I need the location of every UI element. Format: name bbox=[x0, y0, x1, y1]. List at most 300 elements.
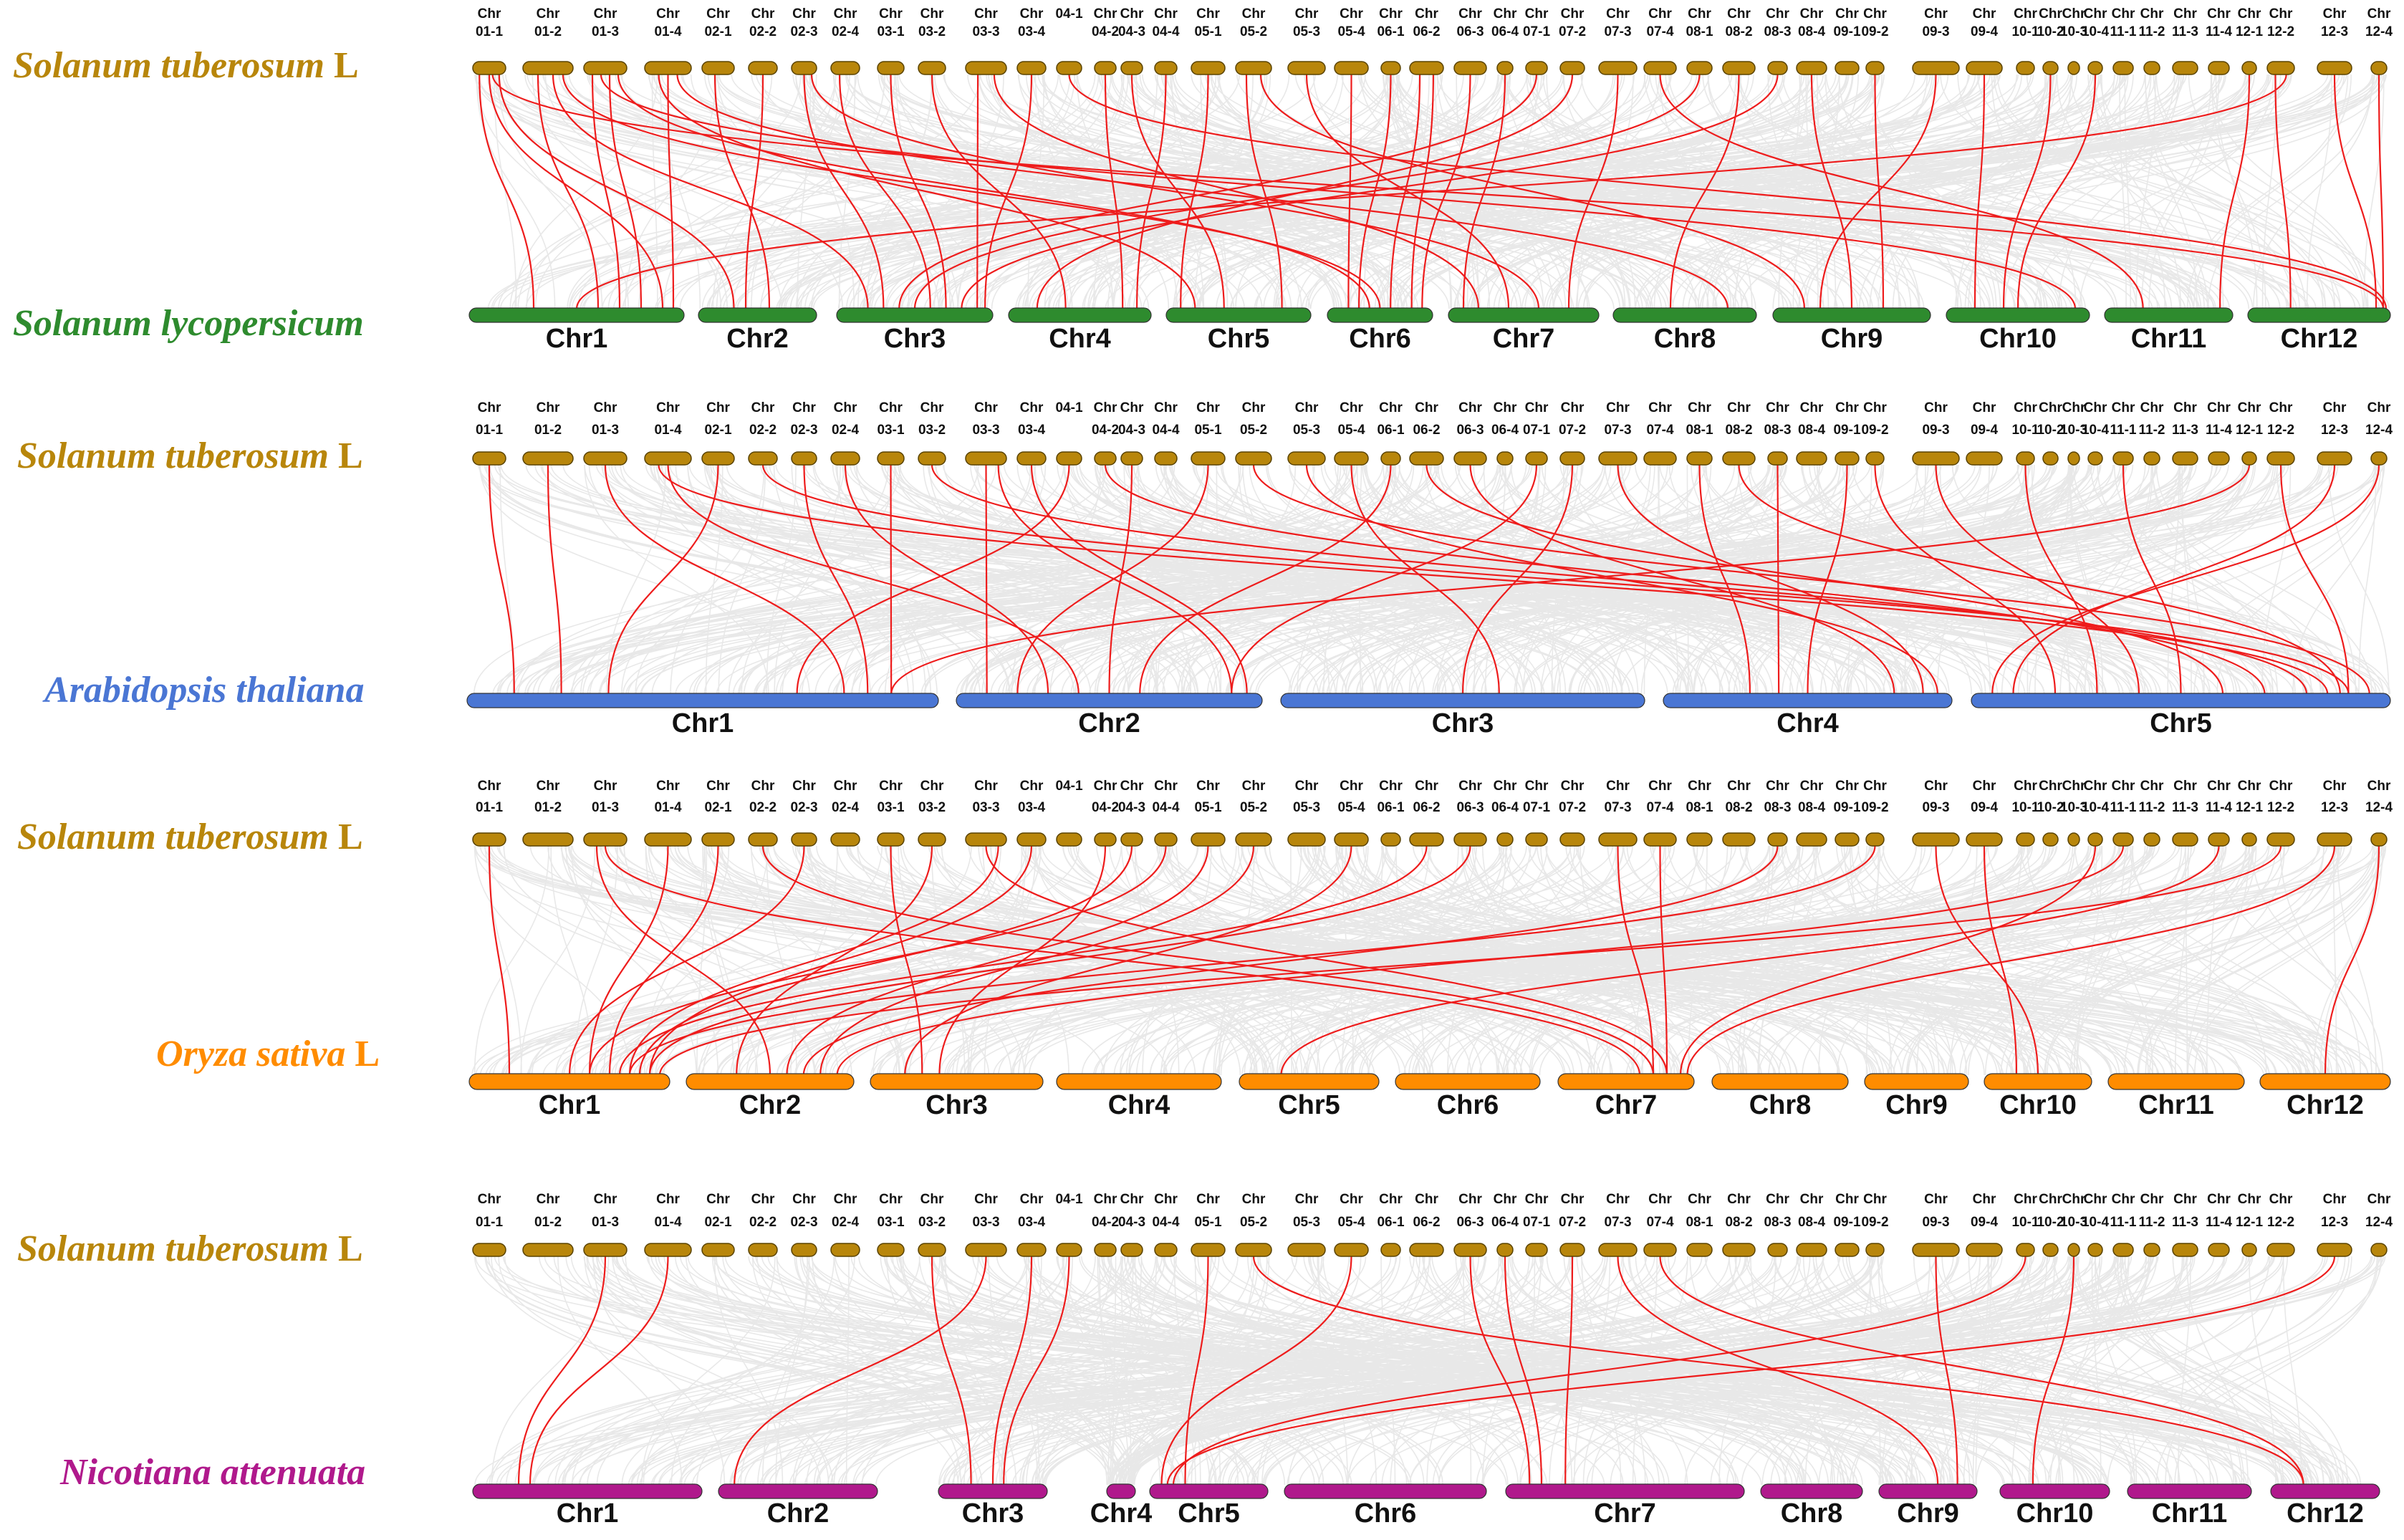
query-chromosome-label: Chr bbox=[2173, 400, 2197, 415]
query-chromosome-label: Chr bbox=[2367, 779, 2391, 794]
query-chromosome-label: Chr bbox=[1019, 779, 1044, 794]
query-chromosome bbox=[2173, 1243, 2198, 1256]
query-chromosome bbox=[1966, 1243, 2002, 1256]
query-chromosome-label: Chr bbox=[593, 779, 617, 794]
query-chromosome-label: 12-1 bbox=[2235, 1215, 2264, 1230]
query-chromosome-label: Chr bbox=[2367, 6, 2391, 21]
query-chromosome-label: Chr bbox=[2269, 6, 2293, 21]
target-chromosome-label: Chr9 bbox=[1885, 1090, 1948, 1120]
query-chromosome-label: Chr bbox=[1835, 1192, 1859, 1207]
query-chromosome-label: 09-4 bbox=[1970, 800, 1999, 815]
query-chromosome-label: 10-2 bbox=[2037, 423, 2064, 438]
query-chromosome-label: Chr bbox=[1294, 779, 1319, 794]
target-chromosome bbox=[837, 308, 993, 322]
target-chromosome-label: Chr8 bbox=[1653, 324, 1716, 354]
query-chromosome-label: Chr bbox=[2207, 400, 2231, 415]
query-chromosome-label: Chr bbox=[1524, 6, 1549, 21]
query-chromosome-label: Chr bbox=[1458, 6, 1482, 21]
target-chromosome-label: Chr1 bbox=[538, 1090, 601, 1120]
query-chromosome-label: Chr bbox=[2039, 400, 2062, 415]
query-chromosome-label: Chr bbox=[1766, 6, 1789, 21]
query-chromosome bbox=[1497, 1243, 1513, 1256]
query-chromosome-label: 05-1 bbox=[1194, 1215, 1222, 1230]
query-chromosome bbox=[1236, 1243, 1271, 1256]
query-chromosome-label: Chr bbox=[2083, 6, 2107, 21]
panel-rice bbox=[17, 779, 2393, 1120]
query-chromosome-label: 11-4 bbox=[2206, 800, 2232, 815]
query-chromosome-label: Chr bbox=[879, 779, 903, 794]
query-chromosome-label: Chr bbox=[2111, 1192, 2135, 1207]
target-chromosomes bbox=[467, 693, 2390, 738]
query-chromosome-label: 10-3 bbox=[2059, 24, 2088, 39]
query-chromosome bbox=[792, 1243, 817, 1256]
query-chromosome-label: 12-3 bbox=[2320, 423, 2349, 438]
query-chromosome bbox=[2208, 452, 2229, 465]
query-chromosome bbox=[1057, 452, 1082, 465]
query-chromosome-label: 06-4 bbox=[1491, 1215, 1519, 1230]
target-chromosome bbox=[1327, 308, 1433, 322]
query-chromosome bbox=[584, 452, 627, 465]
query-chromosome-label: 10-3 bbox=[2059, 1215, 2088, 1230]
target-chromosome bbox=[469, 1074, 670, 1089]
query-chromosome-label: 02-2 bbox=[749, 1215, 777, 1230]
query-chromosome bbox=[831, 452, 860, 465]
query-chromosome-label: Chr bbox=[974, 6, 998, 21]
query-chromosome bbox=[1913, 1243, 1959, 1256]
query-chromosome-label: 06-2 bbox=[1413, 423, 1441, 438]
target-chromosome bbox=[1057, 1074, 1221, 1089]
query-chromosome-label: Chr bbox=[1154, 6, 1178, 21]
query-chromosome bbox=[1526, 452, 1547, 465]
target-chromosome bbox=[1506, 1484, 1744, 1498]
query-chromosome bbox=[702, 833, 734, 846]
query-chromosome-label: 11-4 bbox=[2206, 423, 2232, 438]
query-chromosome-label: Chr bbox=[974, 779, 998, 794]
query-chromosome-label: 07-2 bbox=[1558, 24, 1587, 39]
query-chromosome-label: Chr bbox=[751, 779, 775, 794]
query-chromosome bbox=[2242, 452, 2256, 465]
query-chromosome bbox=[584, 833, 627, 846]
target-chromosome bbox=[2248, 308, 2390, 322]
query-chromosome-label: 10-2 bbox=[2037, 800, 2064, 815]
query-chromosome-label: 12-1 bbox=[2235, 800, 2264, 815]
query-chromosome-label: 05-2 bbox=[1239, 1215, 1268, 1230]
query-chromosome-label: Chr bbox=[1688, 6, 1711, 21]
query-chromosome bbox=[878, 452, 904, 465]
query-chromosome bbox=[1526, 1243, 1547, 1256]
target-chromosome-label: Chr4 bbox=[1107, 1090, 1170, 1120]
query-chromosome-label: Chr bbox=[1835, 400, 1859, 415]
query-chromosome-label: 03-2 bbox=[918, 800, 946, 815]
query-chromosome-label: 12-2 bbox=[2266, 1215, 2295, 1230]
query-chromosome-label: Chr bbox=[1340, 6, 1363, 21]
query-chromosome-label: Chr bbox=[1415, 779, 1438, 794]
query-chromosome-label: 05-2 bbox=[1239, 24, 1268, 39]
query-chromosome bbox=[918, 62, 946, 74]
query-chromosome bbox=[1797, 833, 1827, 846]
target-chromosome-label: Chr6 bbox=[1436, 1090, 1499, 1120]
query-chromosome-label: 02-1 bbox=[704, 800, 732, 815]
target-chromosome-label: Chr3 bbox=[925, 1090, 988, 1120]
query-chromosome bbox=[1866, 833, 1884, 846]
query-chromosome-label: 05-4 bbox=[1337, 1215, 1365, 1230]
query-chromosome-label: 01-1 bbox=[475, 1215, 504, 1230]
query-chromosome bbox=[1454, 833, 1486, 846]
query-chromosome-label: 07-1 bbox=[1522, 800, 1551, 815]
query-chromosome bbox=[2242, 62, 2256, 74]
query-chromosome-label: Chr bbox=[2207, 1192, 2231, 1207]
target-chromosome bbox=[718, 1484, 878, 1498]
background-links bbox=[475, 1256, 2385, 1485]
query-chromosome-label: 03-2 bbox=[918, 24, 946, 39]
query-chromosome-label: 11-3 bbox=[2172, 24, 2198, 39]
query-chromosome-label: Chr bbox=[2207, 6, 2231, 21]
query-chromosome bbox=[2267, 452, 2294, 465]
query-chromosome bbox=[1410, 833, 1443, 846]
query-chromosome-label: 04-1 bbox=[1055, 6, 1083, 21]
query-chromosome-label: Chr bbox=[792, 779, 816, 794]
query-chromosome bbox=[2113, 452, 2133, 465]
query-chromosome-label: Chr bbox=[1154, 779, 1178, 794]
target-chromosome-label: Chr3 bbox=[961, 1498, 1024, 1529]
query-chromosome-label: Chr bbox=[2269, 400, 2293, 415]
query-chromosome-label: 02-3 bbox=[790, 800, 818, 815]
query-chromosome bbox=[2016, 1243, 2034, 1256]
query-chromosome-label: Chr bbox=[1019, 6, 1044, 21]
target-chromosome bbox=[1946, 308, 2090, 322]
query-chromosome bbox=[1768, 833, 1787, 846]
query-chromosome bbox=[749, 62, 777, 74]
query-chromosome-label: 03-4 bbox=[1017, 800, 1046, 815]
query-chromosome bbox=[792, 62, 817, 74]
query-chromosome-label: 10-4 bbox=[2081, 423, 2110, 438]
target-chromosome bbox=[1712, 1074, 1848, 1089]
query-chromosome bbox=[1095, 452, 1116, 465]
query-chromosome-label: Chr bbox=[2140, 6, 2164, 21]
query-chromosome-label: 05-3 bbox=[1292, 1215, 1321, 1230]
query-chromosome-label: Chr bbox=[792, 400, 816, 415]
query-chromosome-label: Chr bbox=[1093, 779, 1117, 794]
query-chromosome-label: 04-4 bbox=[1152, 800, 1180, 815]
query-chromosome-label: Chr bbox=[1972, 400, 1996, 415]
query-chromosome-label: 02-2 bbox=[749, 800, 777, 815]
query-chromosome-label: 04-4 bbox=[1152, 1215, 1180, 1230]
target-chromosome-label: Chr7 bbox=[1594, 1498, 1656, 1529]
query-chromosome bbox=[918, 452, 946, 465]
query-chromosome-label: 10-1 bbox=[2011, 423, 2039, 438]
query-chromosome-label: 07-4 bbox=[1646, 24, 1674, 39]
query-chromosome-label: 01-2 bbox=[534, 1215, 562, 1230]
query-chromosome-label: 10-3 bbox=[2059, 423, 2088, 438]
syntenic-link bbox=[986, 465, 987, 694]
query-chromosome bbox=[1155, 833, 1177, 846]
query-chromosome bbox=[749, 1243, 777, 1256]
target-chromosome bbox=[1865, 1074, 1968, 1089]
target-chromosome-label: Chr4 bbox=[1049, 324, 1111, 354]
query-chromosome-label: Chr bbox=[2062, 6, 2086, 21]
query-chromosome-label: Chr bbox=[656, 400, 680, 415]
target-chromosome bbox=[1773, 308, 1931, 322]
query-chromosome-label: 06-1 bbox=[1377, 24, 1405, 39]
query-chromosomes bbox=[473, 1192, 2393, 1256]
query-chromosome bbox=[523, 1243, 573, 1256]
query-chromosome bbox=[473, 833, 506, 846]
query-species-name: Solanum tuberosum L bbox=[13, 45, 359, 86]
query-chromosome-label: Chr bbox=[920, 779, 944, 794]
query-chromosome-label: 10-2 bbox=[2037, 24, 2064, 39]
query-chromosome-label: Chr bbox=[1120, 6, 1144, 21]
query-chromosome-label: Chr bbox=[2140, 400, 2164, 415]
query-chromosome bbox=[1155, 452, 1177, 465]
query-chromosome bbox=[792, 452, 817, 465]
query-chromosome-label: Chr bbox=[879, 400, 903, 415]
query-chromosome-label: Chr bbox=[1924, 6, 1948, 21]
query-chromosome-label: Chr bbox=[2237, 1192, 2261, 1207]
query-chromosome-label: Chr bbox=[920, 6, 944, 21]
query-chromosome bbox=[749, 833, 777, 846]
query-chromosome-label: Chr bbox=[656, 779, 680, 794]
target-chromosome bbox=[469, 308, 684, 322]
query-chromosome-label: 01-3 bbox=[591, 423, 620, 438]
query-chromosome-label: Chr bbox=[2173, 6, 2197, 21]
query-chromosome-label: 06-4 bbox=[1491, 24, 1519, 39]
query-chromosome bbox=[584, 1243, 627, 1256]
query-chromosome bbox=[2068, 62, 2080, 74]
query-chromosome bbox=[1723, 1243, 1755, 1256]
query-chromosomes bbox=[473, 6, 2393, 74]
query-chromosome-label: Chr bbox=[1093, 6, 1117, 21]
query-chromosome-label: Chr bbox=[1294, 1192, 1319, 1207]
query-chromosome-label: 10-4 bbox=[2081, 800, 2110, 815]
target-species-name: Arabidopsis thaliana bbox=[44, 670, 365, 711]
query-chromosome bbox=[966, 1243, 1006, 1256]
query-chromosome-label: 01-4 bbox=[654, 24, 682, 39]
query-chromosome bbox=[1236, 452, 1271, 465]
query-chromosome bbox=[1454, 1243, 1486, 1256]
query-chromosome-label: 04-3 bbox=[1117, 800, 1146, 815]
query-chromosome-label: 01-3 bbox=[591, 1215, 620, 1230]
query-chromosome-label: Chr bbox=[974, 1192, 998, 1207]
query-chromosome-label: 02-2 bbox=[749, 24, 777, 39]
query-chromosome-label: Chr bbox=[1458, 779, 1482, 794]
query-chromosome bbox=[1121, 1243, 1143, 1256]
query-chromosome-label: 07-1 bbox=[1522, 24, 1551, 39]
query-chromosome-label: Chr bbox=[1340, 779, 1363, 794]
query-chromosome-label: 03-4 bbox=[1017, 24, 1046, 39]
query-chromosome-label: 08-4 bbox=[1797, 24, 1826, 39]
query-chromosome-label: Chr bbox=[1606, 400, 1630, 415]
target-chromosome-label: Chr2 bbox=[739, 1090, 802, 1120]
target-species-name: Solanum lycopersicum bbox=[13, 303, 364, 344]
query-chromosome-label: Chr bbox=[706, 779, 730, 794]
query-chromosome-label: Chr bbox=[593, 6, 617, 21]
query-chromosome-label: 06-2 bbox=[1413, 1215, 1441, 1230]
query-chromosome-label: 08-4 bbox=[1797, 423, 1826, 438]
query-chromosome-label: Chr bbox=[1972, 1192, 1996, 1207]
query-chromosome-label: Chr bbox=[1560, 6, 1585, 21]
target-chromosome-label: Chr9 bbox=[1820, 324, 1883, 354]
query-chromosome-label: 11-2 bbox=[2138, 423, 2165, 438]
query-chromosome bbox=[2317, 62, 2352, 74]
query-chromosome bbox=[2016, 62, 2034, 74]
query-chromosome-label: Chr bbox=[1196, 779, 1220, 794]
query-chromosome-label: Chr bbox=[1294, 400, 1319, 415]
query-chromosome-label: Chr bbox=[751, 1192, 775, 1207]
query-chromosome-label: Chr bbox=[1415, 1192, 1438, 1207]
query-chromosome-label: 06-4 bbox=[1491, 800, 1519, 815]
query-chromosome bbox=[1454, 452, 1486, 465]
query-chromosome bbox=[2016, 452, 2034, 465]
query-chromosome-label: Chr bbox=[1766, 400, 1789, 415]
query-chromosome-label: 06-1 bbox=[1377, 1215, 1405, 1230]
query-chromosome-label: 03-1 bbox=[877, 800, 905, 815]
target-chromosome-label: Chr5 bbox=[1278, 1090, 1340, 1120]
query-chromosome-label: 12-3 bbox=[2320, 800, 2349, 815]
query-chromosome-label: 12-4 bbox=[2365, 800, 2393, 815]
query-chromosome-label: Chr bbox=[1560, 400, 1585, 415]
query-chromosome-label: Chr bbox=[1727, 6, 1751, 21]
query-chromosome-label: 04-1 bbox=[1055, 1192, 1083, 1207]
query-chromosome bbox=[2267, 833, 2294, 846]
query-chromosome-label: 08-2 bbox=[1725, 800, 1753, 815]
target-chromosome-label: Chr11 bbox=[2130, 324, 2207, 354]
query-chromosome-label: Chr bbox=[1241, 6, 1266, 21]
query-chromosome-label: 09-3 bbox=[1922, 800, 1950, 815]
query-chromosome-label: Chr bbox=[1688, 779, 1711, 794]
query-chromosome-label: Chr bbox=[1340, 1192, 1363, 1207]
query-chromosome-label: Chr bbox=[2322, 6, 2347, 21]
query-chromosome bbox=[878, 1243, 904, 1256]
query-chromosome bbox=[1017, 62, 1046, 74]
query-chromosome bbox=[1095, 62, 1116, 74]
query-chromosome-label: 11-4 bbox=[2206, 24, 2232, 39]
query-chromosome bbox=[2208, 62, 2229, 74]
target-chromosome bbox=[1395, 1074, 1540, 1089]
query-chromosome bbox=[2267, 62, 2294, 74]
target-chromosome-label: Chr4 bbox=[1776, 708, 1839, 738]
query-chromosome bbox=[1723, 452, 1755, 465]
query-chromosome-label: 09-2 bbox=[1861, 800, 1889, 815]
query-chromosome-label: 01-4 bbox=[654, 1215, 682, 1230]
query-chromosome-label: Chr bbox=[833, 1192, 857, 1207]
target-chromosome bbox=[1448, 308, 1599, 322]
query-chromosome-label: Chr bbox=[2062, 1192, 2086, 1207]
query-chromosome bbox=[1966, 62, 2002, 74]
query-chromosome bbox=[1017, 833, 1046, 846]
query-chromosome-label: Chr bbox=[1379, 400, 1403, 415]
query-chromosome bbox=[831, 833, 860, 846]
query-chromosome-label: 05-4 bbox=[1337, 800, 1365, 815]
query-chromosome-label: 06-2 bbox=[1413, 800, 1441, 815]
target-chromosome-label: Chr3 bbox=[1431, 708, 1494, 738]
query-chromosome bbox=[645, 452, 691, 465]
query-chromosome-label: 07-3 bbox=[1604, 800, 1632, 815]
query-chromosome-label: Chr bbox=[1019, 400, 1044, 415]
query-chromosome bbox=[1644, 833, 1676, 846]
query-chromosome-label: Chr bbox=[2237, 400, 2261, 415]
query-chromosome-label: Chr bbox=[1799, 400, 1824, 415]
query-chromosome bbox=[1687, 62, 1712, 74]
query-chromosome-label: Chr bbox=[1154, 400, 1178, 415]
query-chromosome-label: Chr bbox=[2014, 6, 2037, 21]
query-chromosome-label: 02-4 bbox=[831, 423, 860, 438]
query-chromosome-label: 01-3 bbox=[591, 800, 620, 815]
query-chromosome-label: 02-3 bbox=[790, 1215, 818, 1230]
query-chromosome bbox=[1191, 1243, 1225, 1256]
query-chromosome bbox=[1913, 833, 1959, 846]
query-chromosome-label: Chr bbox=[1924, 779, 1948, 794]
query-chromosome bbox=[523, 452, 573, 465]
query-chromosome bbox=[1723, 62, 1755, 74]
query-chromosome bbox=[1560, 833, 1585, 846]
target-chromosome-label: Chr11 bbox=[2151, 1498, 2228, 1529]
query-chromosome-label: 11-4 bbox=[2206, 1215, 2232, 1230]
query-chromosome-label: 12-2 bbox=[2266, 800, 2295, 815]
query-chromosome bbox=[1121, 452, 1143, 465]
query-chromosome-label: 05-3 bbox=[1292, 423, 1321, 438]
query-chromosome bbox=[2043, 452, 2058, 465]
query-chromosome-label: Chr bbox=[2207, 779, 2231, 794]
query-chromosome-label: Chr bbox=[1727, 400, 1751, 415]
query-chromosome-label: 10-2 bbox=[2037, 1215, 2064, 1230]
query-chromosome bbox=[473, 62, 506, 74]
target-chromosome bbox=[1663, 693, 1952, 708]
query-chromosome-label: 04-3 bbox=[1117, 24, 1146, 39]
query-chromosome bbox=[1095, 833, 1116, 846]
query-chromosome bbox=[1768, 452, 1787, 465]
query-chromosome bbox=[1644, 62, 1676, 74]
query-chromosome-label: 08-1 bbox=[1686, 1215, 1713, 1230]
query-chromosome-label: 05-2 bbox=[1239, 800, 1268, 815]
query-chromosome-label: 08-1 bbox=[1686, 24, 1713, 39]
query-chromosome-label: 05-1 bbox=[1194, 24, 1222, 39]
target-chromosome-label: Chr12 bbox=[2287, 1498, 2364, 1529]
query-chromosome bbox=[2043, 833, 2058, 846]
query-chromosome-label: Chr bbox=[477, 1192, 501, 1207]
query-chromosome bbox=[1526, 833, 1547, 846]
target-chromosome-label: Chr1 bbox=[556, 1498, 619, 1529]
query-chromosome bbox=[1121, 833, 1143, 846]
query-chromosome-label: Chr bbox=[1799, 779, 1824, 794]
target-chromosome-label: Chr2 bbox=[726, 324, 789, 354]
query-chromosome bbox=[2088, 62, 2102, 74]
query-chromosome bbox=[1191, 62, 1225, 74]
query-chromosome bbox=[2068, 1243, 2080, 1256]
query-chromosome-label: Chr bbox=[833, 6, 857, 21]
query-chromosome-label: Chr bbox=[656, 6, 680, 21]
query-chromosome-label: 09-1 bbox=[1833, 24, 1861, 39]
query-chromosome bbox=[2113, 833, 2133, 846]
query-chromosome-label: 01-4 bbox=[654, 800, 682, 815]
query-chromosome-label: Chr bbox=[1415, 6, 1438, 21]
query-chromosome bbox=[2144, 62, 2160, 74]
target-chromosome bbox=[870, 1074, 1043, 1089]
target-chromosome bbox=[698, 308, 817, 322]
query-chromosome-label: 11-1 bbox=[2110, 24, 2137, 39]
query-chromosome bbox=[1410, 452, 1443, 465]
query-chromosome-label: 04-2 bbox=[1091, 1215, 1120, 1230]
query-chromosome bbox=[2144, 833, 2160, 846]
query-chromosome-label: Chr bbox=[2173, 1192, 2197, 1207]
query-chromosome-label: 07-3 bbox=[1604, 24, 1632, 39]
query-chromosome-label: 08-4 bbox=[1797, 1215, 1826, 1230]
query-chromosome-label: Chr bbox=[879, 6, 903, 21]
query-chromosome bbox=[1599, 62, 1637, 74]
query-chromosome-label: Chr bbox=[1294, 6, 1319, 21]
query-chromosome-label: Chr bbox=[2237, 779, 2261, 794]
query-chromosome bbox=[2144, 1243, 2160, 1256]
query-chromosome-label: 07-2 bbox=[1558, 423, 1587, 438]
